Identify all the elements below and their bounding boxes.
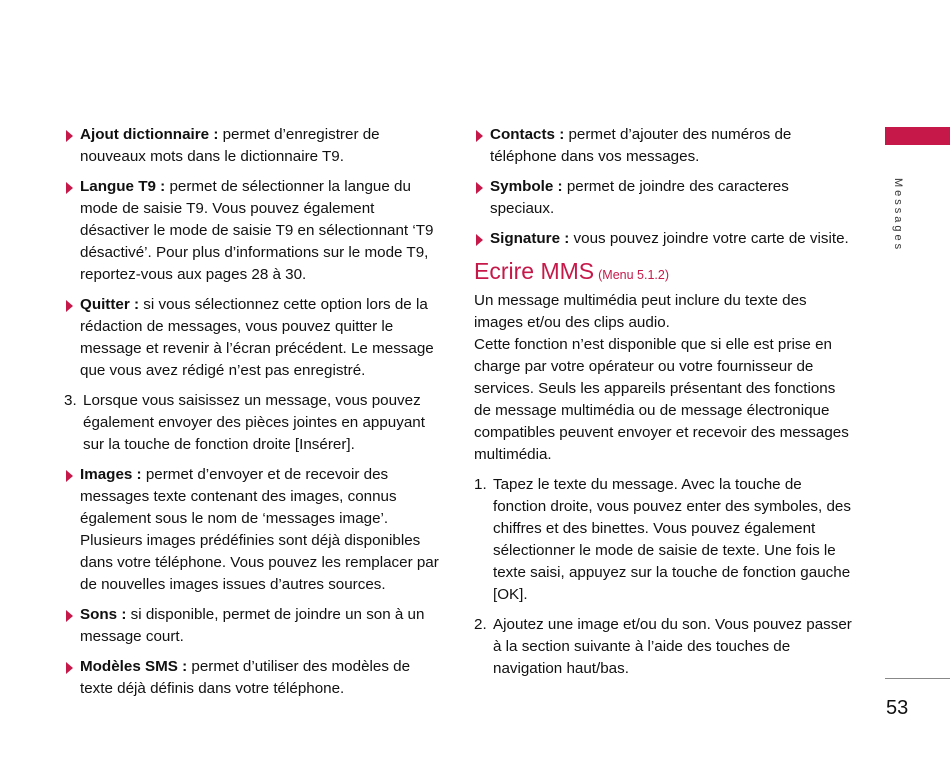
bullet-text: permet de joindre des caracteres speciaux. [490,178,789,217]
triangle-bullet-icon [66,470,73,482]
triangle-bullet-icon [66,610,73,622]
footer-rule [885,678,950,679]
section-title: Ecrire MMS [474,258,595,284]
page-number: 53 [886,697,909,719]
bullet-term: Langue T9 : [80,178,166,195]
intro-paragraph [474,290,854,466]
bullet-term: Sons : [80,606,127,623]
bullet-text: permet de sélectionner la langue du mode de saisie T9. Vous pouvez également désactiver le mode de saisie T9 en sélectionnant ‘T9 désactivé’. Pour plus d’informations sur le mode T9, reportez-vous aux pages 28 à 30. [80,178,434,283]
section-heading [474,260,854,286]
bullet-term: Modèles SMS : [80,658,188,675]
side-section-label: Messages [892,178,904,253]
bullet-term: Quitter : [80,296,140,313]
triangle-bullet-icon [66,130,73,142]
step-number: 2. [474,616,487,633]
triangle-bullet-icon [476,130,483,142]
step-2 [474,614,854,680]
step-number: 1. [474,476,487,493]
bullet-text: permet d’enregistrer de nouveaux mots dans le dictionnaire T9. [80,126,380,165]
bullet-text: permet d’ajouter des numéros de téléphone dans vos messages. [490,126,792,165]
intro-line-2: Cette fonction n’est disponible que si elle est prise en charge par votre opérateur ou votre fournisseur de services. Seuls les appareils présentant des fonctions de message multimédia ou de message électronique compatibles peuvent envoyer et recevoir des messages multimédia. [474,336,849,463]
bullet-signature [474,228,854,250]
bullet-text: permet d’envoyer et de recevoir des messages texte contenant des images, connus également sous le nom de ‘messages image’. Plusieurs images prédéfinies sont déjà disponibles dans votre téléphone. Vous pouvez les remplacer par de nouvelles images issues d’autres sources. [80,466,439,593]
left-column [64,124,442,708]
triangle-bullet-icon [66,662,73,674]
bullet-text: si disponible, permet de joindre un son à un message court. [80,606,425,645]
bullet-modeles-sms [64,656,442,700]
bullet-symbole [474,176,854,220]
step-1 [474,474,854,606]
triangle-bullet-icon [476,182,483,194]
bullet-term: Signature : [490,230,570,247]
section-tab [885,127,950,145]
right-column [474,124,854,688]
bullet-contacts [474,124,854,168]
intro-line-1: Un message multimédia peut inclure du texte des images et/ou des clips audio. [474,292,807,331]
bullet-ajout-dictionnaire [64,124,442,168]
bullet-term: Symbole : [490,178,563,195]
triangle-bullet-icon [66,300,73,312]
triangle-bullet-icon [66,182,73,194]
bullet-quitter [64,294,442,382]
step-text: Lorsque vous saisissez un message, vous pouvez également envoyer des pièces jointes en appuyant sur la touche de fonction droite [Insérer]. [83,392,425,453]
bullet-term: Contacts : [490,126,565,143]
step-3 [64,390,442,456]
bullet-langue-t9 [64,176,442,286]
step-number: 3. [64,392,77,409]
step-text: Tapez le texte du message. Avec la touche de fonction droite, vous pouvez enter des symboles, des chiffres et des binettes. Vous pouvez également sélectionner le mode de saisie de texte. Une fois le texte saisi, appuyez sur la touche de fonction gauche [OK]. [493,476,851,603]
triangle-bullet-icon [476,234,483,246]
section-menu-ref: (Menu 5.1.2) [598,268,669,282]
bullet-text: vous pouvez joindre votre carte de visite. [569,230,849,247]
step-text: Ajoutez une image et/ou du son. Vous pouvez passer à la section suivante à l’aide des touches de navigation haut/bas. [493,616,852,677]
bullet-images [64,464,442,596]
bullet-term: Ajout dictionnaire : [80,126,219,143]
bullet-sons [64,604,442,648]
bullet-text: permet d’utiliser des modèles de texte déjà définis dans votre téléphone. [80,658,411,697]
bullet-text: si vous sélectionnez cette option lors de la rédaction de messages, vous pouvez quitter le message et revenir à l’écran précédent. Le message que vous avez rédigé n’est pas enregistré. [80,296,434,379]
bullet-term: Images : [80,466,142,483]
